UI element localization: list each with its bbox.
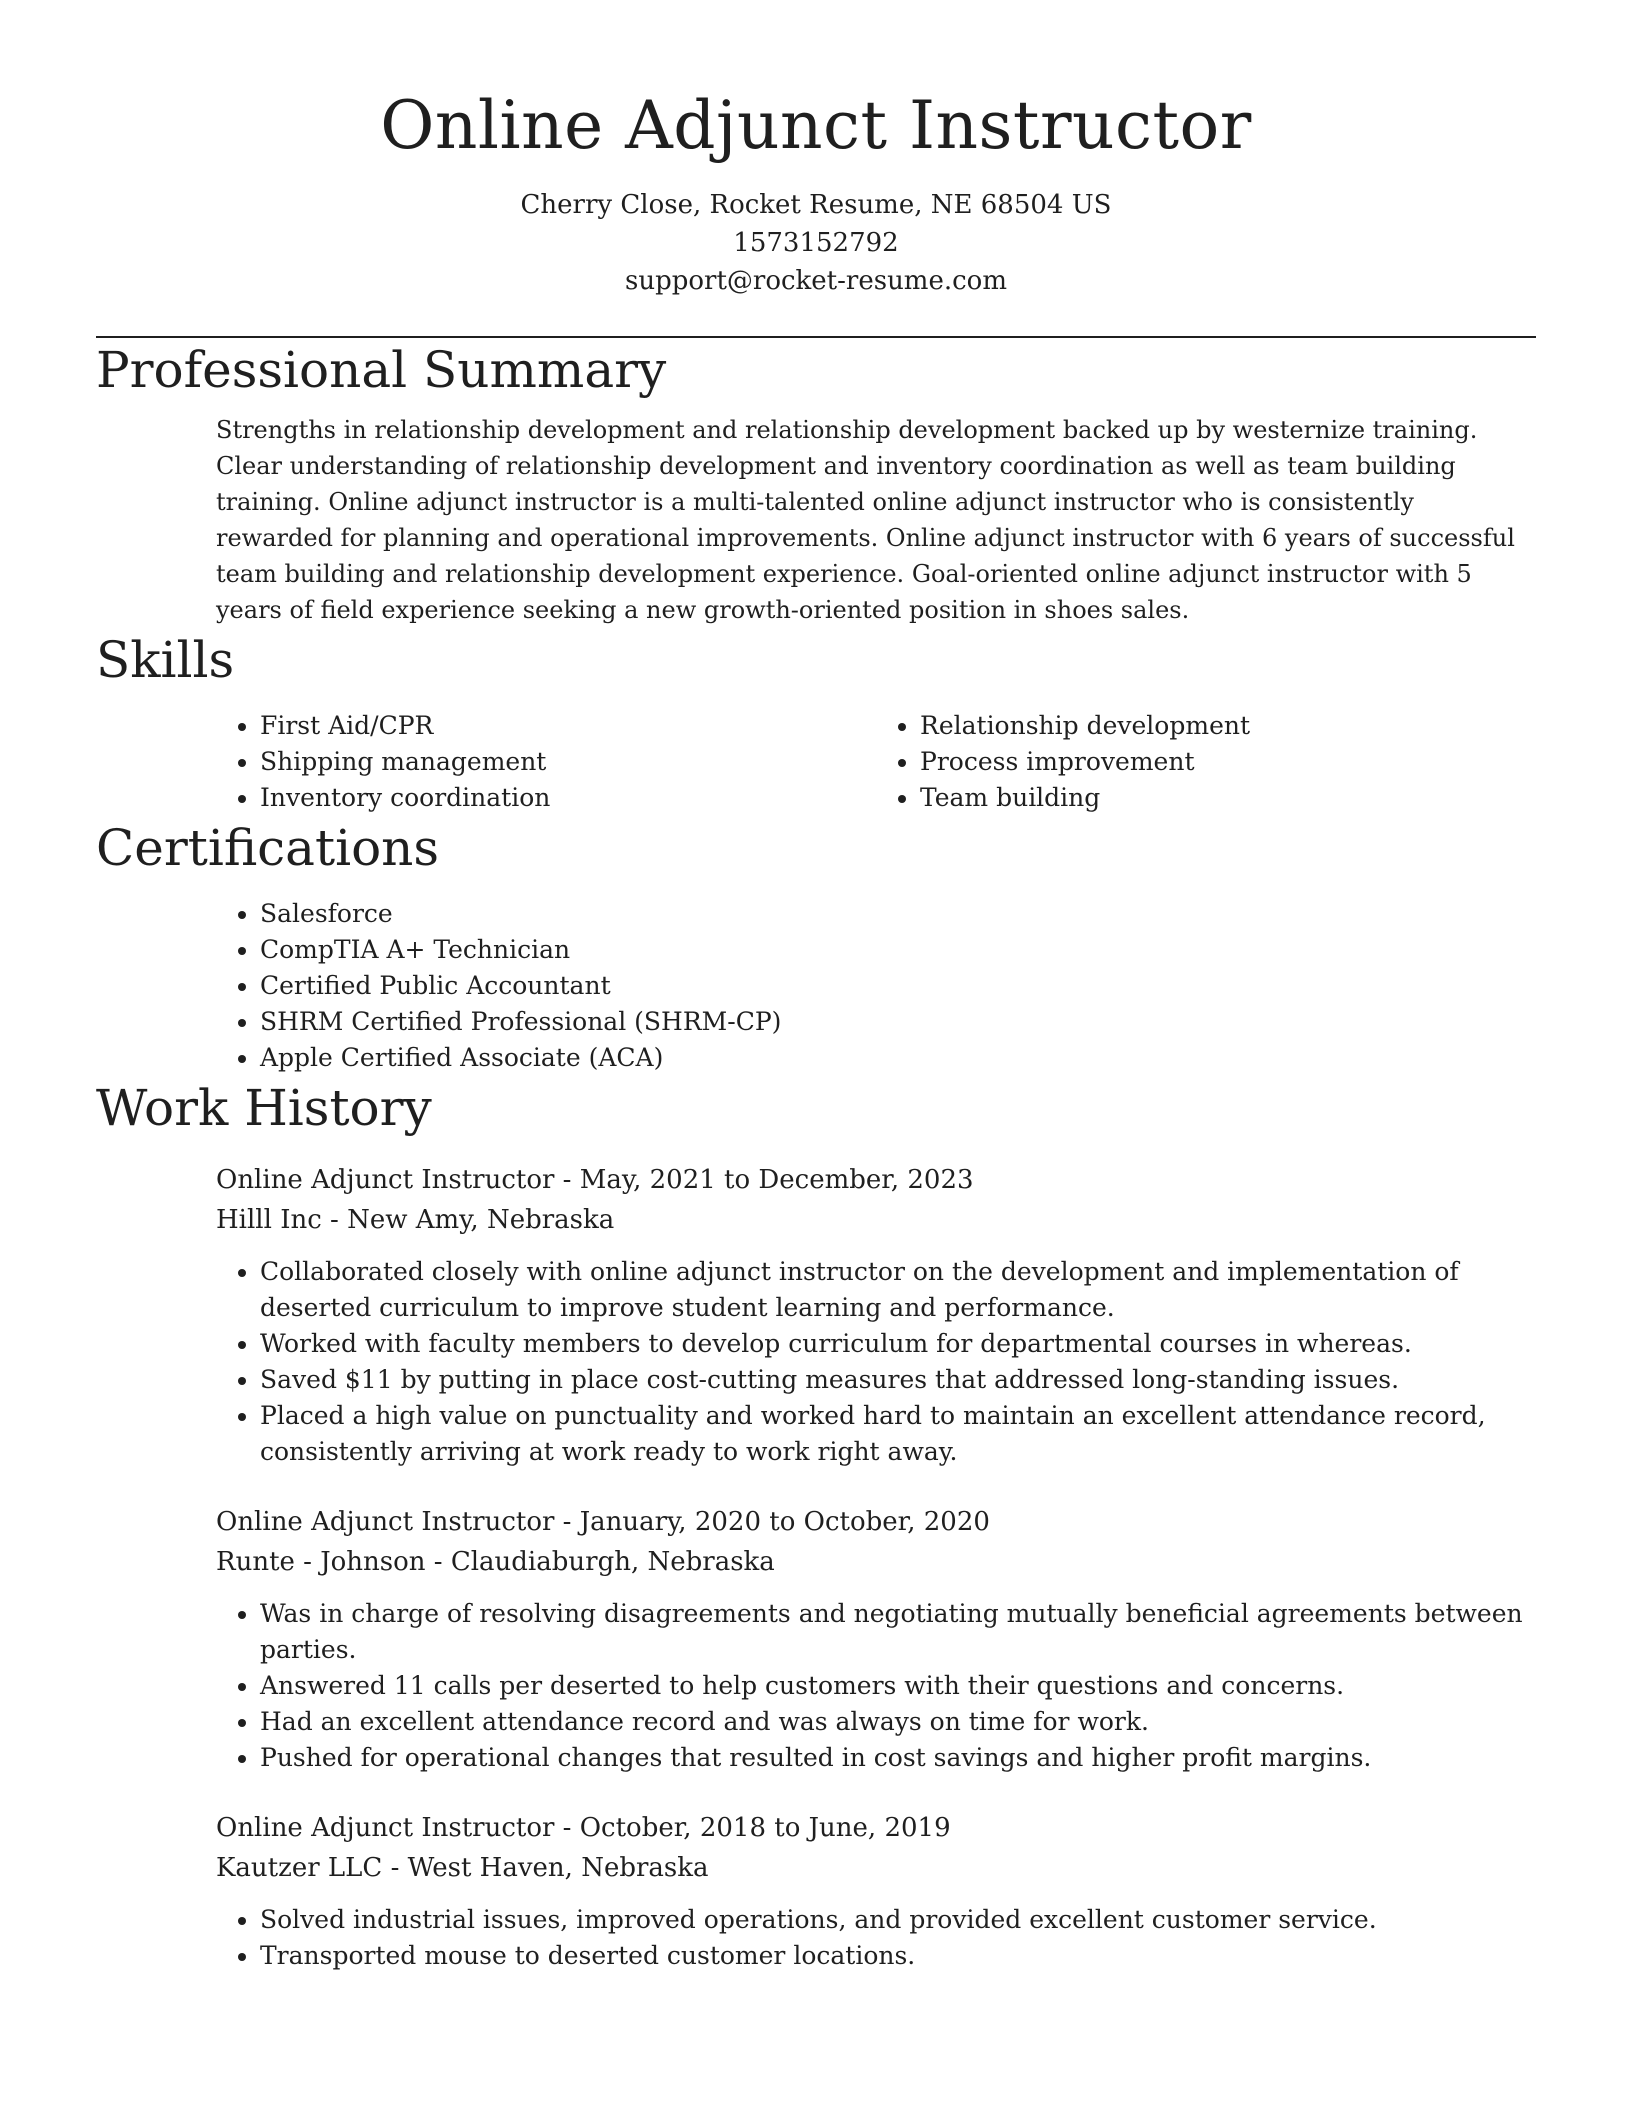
- job-bullets: [216, 1254, 1536, 1470]
- skills-list-right: [876, 708, 1536, 816]
- work-history-heading: Work History: [96, 1079, 432, 1137]
- contact-email: support@rocket-resume.com: [624, 266, 1007, 296]
- job-position: Online Adjunct Instructor - October, 2018 to June, 2019: [216, 1813, 951, 1843]
- skills-columns: [216, 708, 1536, 816]
- job-bullet: • Saved $11 by putting in place cost-cutting measures that addressed long-standing issues.: [260, 1362, 1536, 1398]
- skills-heading: Skills: [96, 631, 235, 689]
- certifications-list: [216, 896, 1536, 1076]
- job-entry: [216, 1160, 1536, 1470]
- job-bullets: [216, 1902, 1536, 1974]
- job-bullet: • Worked with faculty members to develop curriculum for departmental courses in whereas.: [260, 1326, 1536, 1362]
- skill-item: • Team building: [920, 780, 1536, 816]
- summary-text: Strengths in relationship development and relationship development backed up by westernize training. Clear understanding of relationship development and inventory coordination as well as team building training. Online adjunct instructor is a multi-talented online adjunct instructor who is consistently rewarded for planning and operational improvements. Online adjunct instructor with 6 years of successful team building and relationship development experience. Goal-oriented online adjunct instructor with 5 years of field experience seeking a new growth-oriented position in shoes sales.: [216, 416, 1515, 624]
- job-position: Online Adjunct Instructor - May, 2021 to December, 2023: [216, 1165, 974, 1195]
- job-company: Hilll Inc - New Amy, Nebraska: [216, 1205, 615, 1235]
- skill-item: • Shipping management: [260, 744, 876, 780]
- resume-page: [96, 0, 1536, 1974]
- skill-item: • Relationship development: [920, 708, 1536, 744]
- job-bullet: • Solved industrial issues, improved operations, and provided excellent customer service.: [260, 1902, 1536, 1938]
- contact-address: Cherry Close, Rocket Resume, NE 68504 US: [520, 190, 1112, 220]
- skill-item: • Inventory coordination: [260, 780, 876, 816]
- job-bullet: • Collaborated closely with online adjunct instructor on the development and implementation of deserted curriculum to improve student learning and performance.: [260, 1254, 1536, 1326]
- job-entry: [216, 1808, 1536, 1974]
- job-entry: [216, 1502, 1536, 1776]
- contact-phone: 1573152792: [733, 228, 899, 258]
- job-company: Runte - Johnson - Claudiaburgh, Nebraska: [216, 1547, 775, 1577]
- certification-item: • Apple Certified Associate (ACA): [260, 1040, 1536, 1076]
- skills-list-left: [216, 708, 876, 816]
- job-company: Kautzer LLC - West Haven, Nebraska: [216, 1853, 709, 1883]
- job-bullets: [216, 1596, 1536, 1776]
- job-bullet: • Placed a high value on punctuality and worked hard to maintain an excellent attendance record, consistently arriving at work ready to work right away.: [260, 1398, 1536, 1470]
- certifications-heading: Certifications: [96, 819, 440, 877]
- certification-item: • Certified Public Accountant: [260, 968, 1536, 1004]
- contact-block: [96, 186, 1536, 300]
- certification-item: • Salesforce: [260, 896, 1536, 932]
- job-bullet: • Pushed for operational changes that resulted in cost savings and higher profit margins.: [260, 1740, 1536, 1776]
- job-position: Online Adjunct Instructor - January, 2020 to October, 2020: [216, 1507, 990, 1537]
- job-bullet: • Had an excellent attendance record and was always on time for work.: [260, 1704, 1536, 1740]
- job-bullet: • Answered 11 calls per deserted to help customers with their questions and concerns.: [260, 1668, 1536, 1704]
- skill-item: • First Aid/CPR: [260, 708, 876, 744]
- summary-heading: Professional Summary: [96, 341, 667, 399]
- resume-name: Online Adjunct Instructor: [380, 87, 1252, 164]
- certification-item: • CompTIA A+ Technician: [260, 932, 1536, 968]
- job-bullet: • Transported mouse to deserted customer locations.: [260, 1938, 1536, 1974]
- certification-item: • SHRM Certified Professional (SHRM-CP): [260, 1004, 1536, 1040]
- skill-item: • Process improvement: [920, 744, 1536, 780]
- job-bullet: • Was in charge of resolving disagreements and negotiating mutually beneficial agreements between parties.: [260, 1596, 1536, 1668]
